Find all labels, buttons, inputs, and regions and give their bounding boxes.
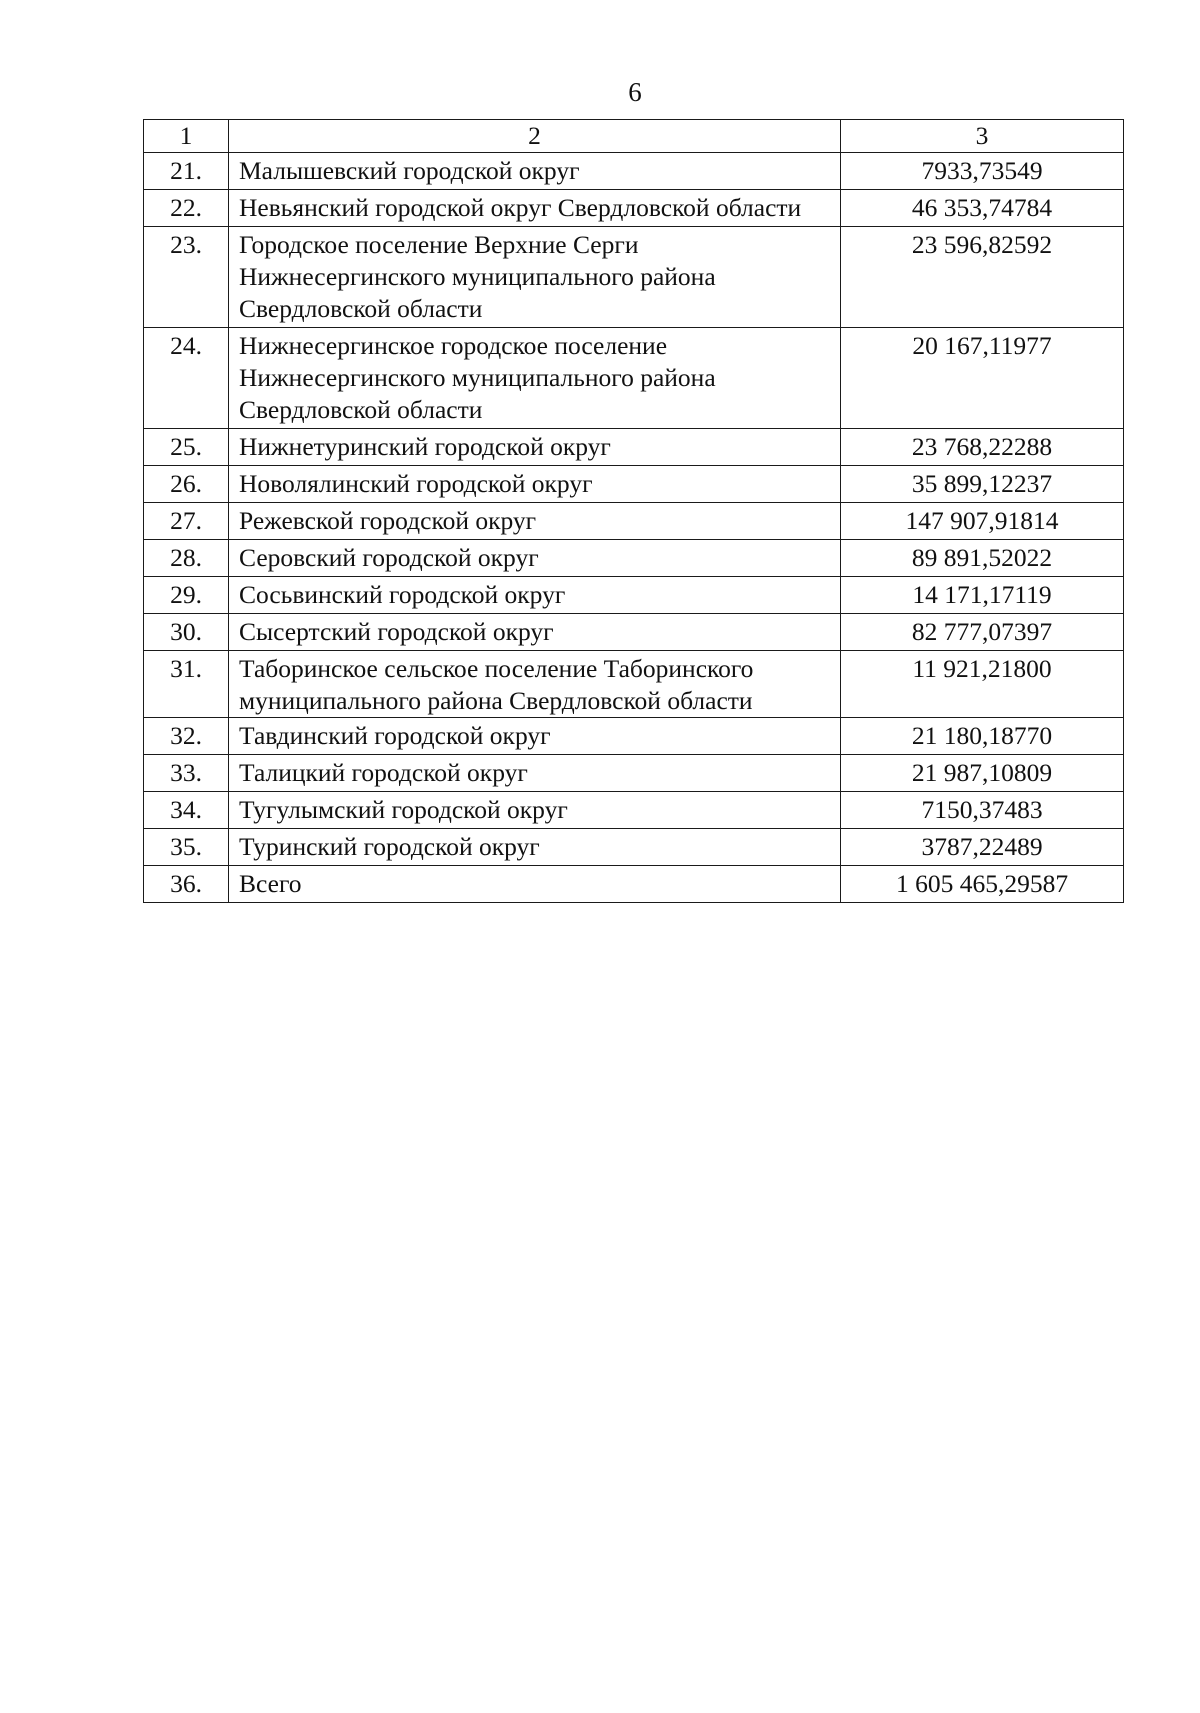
row-name: Нижнесергинское городское поселение Нижнесергинского муниципального района Свердловской области	[229, 328, 841, 429]
table-row	[144, 614, 1124, 651]
row-value: 11 921,21800	[841, 651, 1124, 718]
table-row	[144, 328, 1124, 429]
table-row	[144, 577, 1124, 614]
row-value: 89 891,52022	[841, 540, 1124, 577]
row-name: Тугулымский городской округ	[229, 792, 841, 829]
table-row	[144, 755, 1124, 792]
row-number: 30.	[144, 614, 229, 651]
row-name: Всего	[229, 866, 841, 903]
row-value: 23 596,82592	[841, 227, 1124, 328]
table-header-row	[144, 120, 1124, 153]
row-value: 7150,37483	[841, 792, 1124, 829]
table-row	[144, 829, 1124, 866]
row-number: 34.	[144, 792, 229, 829]
row-number: 28.	[144, 540, 229, 577]
table-row	[144, 227, 1124, 328]
page-number: 6	[628, 77, 642, 107]
row-number: 24.	[144, 328, 229, 429]
row-name: Серовский городской округ	[229, 540, 841, 577]
row-name: Невьянский городской округ Свердловской области	[229, 190, 841, 227]
row-number: 32.	[144, 718, 229, 755]
row-number: 36.	[144, 866, 229, 903]
table-row	[144, 190, 1124, 227]
table-row	[144, 429, 1124, 466]
row-number: 27.	[144, 503, 229, 540]
row-number: 35.	[144, 829, 229, 866]
table-row	[144, 718, 1124, 755]
row-value: 82 777,07397	[841, 614, 1124, 651]
table-row	[144, 792, 1124, 829]
table-row	[144, 153, 1124, 190]
table-row	[144, 651, 1124, 718]
row-number: 29.	[144, 577, 229, 614]
row-value: 35 899,12237	[841, 466, 1124, 503]
row-number: 25.	[144, 429, 229, 466]
row-value: 21 987,10809	[841, 755, 1124, 792]
row-value: 46 353,74784	[841, 190, 1124, 227]
row-number: 21.	[144, 153, 229, 190]
row-value: 14 171,17119	[841, 577, 1124, 614]
row-number: 33.	[144, 755, 229, 792]
table-row	[144, 466, 1124, 503]
row-value: 1 605 465,29587	[841, 866, 1124, 903]
row-number: 26.	[144, 466, 229, 503]
row-value: 20 167,11977	[841, 328, 1124, 429]
row-value: 21 180,18770	[841, 718, 1124, 755]
table-row	[144, 503, 1124, 540]
row-name: Городское поселение Верхние Серги Нижнесергинского муниципального района Свердловской области	[229, 227, 841, 328]
allocation-table	[143, 119, 1124, 903]
row-value: 147 907,91814	[841, 503, 1124, 540]
header-cell-value: 3	[841, 120, 1124, 153]
row-number: 31.	[144, 651, 229, 718]
row-name: Таборинское сельское поселение Таборинского муниципального района Свердловской области	[229, 651, 841, 718]
row-name: Новолялинский городской округ	[229, 466, 841, 503]
row-value: 7933,73549	[841, 153, 1124, 190]
row-value: 23 768,22288	[841, 429, 1124, 466]
row-number: 22.	[144, 190, 229, 227]
row-name: Нижнетуринский городской округ	[229, 429, 841, 466]
table-row-total	[144, 866, 1124, 903]
row-name: Сысертский городской округ	[229, 614, 841, 651]
row-name: Тавдинский городской округ	[229, 718, 841, 755]
table-row	[144, 540, 1124, 577]
header-cell-name: 2	[229, 120, 841, 153]
row-value: 3787,22489	[841, 829, 1124, 866]
row-name: Режевской городской округ	[229, 503, 841, 540]
row-number: 23.	[144, 227, 229, 328]
row-name: Малышевский городской округ	[229, 153, 841, 190]
row-name: Сосьвинский городской округ	[229, 577, 841, 614]
row-name: Туринский городской округ	[229, 829, 841, 866]
row-name: Талицкий городской округ	[229, 755, 841, 792]
header-cell-number: 1	[144, 120, 229, 153]
